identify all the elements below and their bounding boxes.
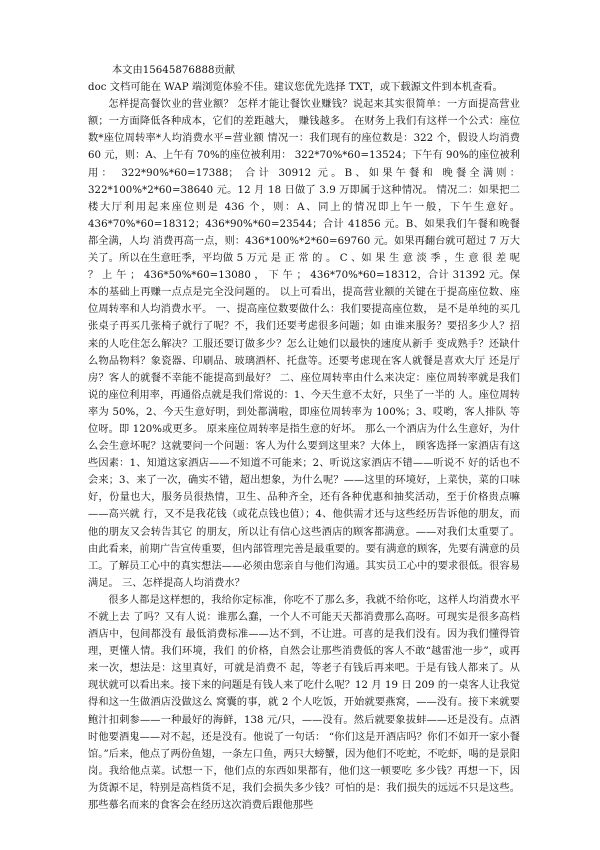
source-line: 本文由15645876888贡献 — [112, 65, 236, 76]
paragraph: 很多人都是这样想的，我给你定标准，你吃不了那么多，我就不给你吃，这样人均消费水平不就上去 了吗？又有人说：谁那么蠢，一个人不可能天天都消费那么高呀。可现实是很多高档酒店中，包间都没有 最低消费标准——达不到，不让进。可喜的是我们没有。因为我们懂得管理，更懂人情。我们环境，我们 的价格，自然会让那些消费低的客人不敢“越雷池一步”，或再来一次，想法是：这里真好，可就是消费不 起，等老子有钱后再来吧。于是有钱人都来了。从现状就可以看出来。接下来的问题是有钱人来了吃什么呢？12 月 19 日 209 的一桌客人让我觉得和这一生做酒店没做这么 窝囊的事，就 2 个人吃饭，开始就要燕窝，——没有。接下来就要鲍汁扣刺参——一种最好的海鲜，138 元/只，——没有。然后就要象拔蚌——还是没有。点酒时他要酒鬼——对不起，还是没有。他说了一句话： “你们这是开酒店吗？你们不如开一家小餐馆。”后来，他点了两份鱼翅，一条左口鱼，两只大螃蟹，因为他们不吃蛇，不吃虾，喝的是景阳岗。我给他点菜。试想一下，他们点的东西如果都有，他们这一顿要吃 多少钱？再想一下，因为货源不足，特别是高档货不足，我们会损失多少钱？可怕的是：我们损失的远远不只是这些。那些慕名而来的食客会在经历这次消费后跟他那些 — [88, 594, 520, 812]
document-body — [88, 62, 520, 814]
paragraph: 怎样提高餐饮业的营业额？ 怎样才能让餐饮业赚钱？说起来其实很简单：一方面提高营业额；一方面降低各种成本，它们的差距越大， 赚钱越多。 在财务上我们有这样一个公式：座位数*座位周转率*人均消费水平=营业额 情况一：我们现有的座位数是：322 个，假设人均消费 60 元，则：A、上午有 70%的座位被利用： 322*70%*60=13524；下午有 90%的座位被利用： 322*90%*60=17388； 合计 30912 元。B、如果午餐和 晚餐全满则：322*100%*2*60=38640 元。12 月 18 日做了 3.9 万即属于这种情况。 情况二：如果把二楼大厅利用起来座位则是 436 个，则：A、同上的情况即上午一般，下午生意好。436*70%*60=18312；436*90%*60=23544；合计 41856 元。B、如果我们午餐和晚餐都全满，人均 消费再高一点，则：436*100%*2*60=69760 元。如果再翻台就可超过 7 万大关了。所以在生意旺季，平均做 5 万元 是 正 常 的 。 C 、如 果 生 意 淡 季 ，生 意 很 差 呢 ？ 上 午 ； 436*50%*60=13080 ， 下 午 ； 436*70%*60=18312，合计 31392 元。保本的基础上再赚一点点是完全没问题的。 以上可看出，提高营业额的关键在于提高座位数、座位周转率和人均消费水平。 一、提高座位数要做什么：我们要提高座位数， 是不是单纯的买几张桌子再买几张椅子就行了呢？不，我们还要考虑很多问题；如 由谁来服务？要招多少人？招来的人吃住怎么解决？工服还要订做多少？怎么让她们以最快的速度从新手 变成熟手？还缺什么物品物料？象瓷器、印刷品、玻璃酒杯、托盘等。还要考虑现在客人就餐是喜欢大厅 还是厅房？客人的就餐不幸能不能提高到最好？ 二、座位周转率由什么来决定：座位周转率就是我们说的座位利用率，再通俗点就是我们常说的：1、今天生意不太好，只坐了一半的 人。座位周转率为 50%，2、今天生意好明，到处都满啦，即座位周转率为 100%；3、哎哟，客人排队 等位呀。即 120%或更多。 原来座位周转率是指生意的好坏。 那么一个酒店为什么生意好，为什么会生意坏呢？这就要问一个问题：客人为什么要到这里来？大体上， 顾客选择一家酒店有这些因素：1、知道这家酒店——不知道不可能来；2、听说这家酒店不错——听说不 好的话也不会来；3、来了一次，确实不错，超出想象，为什么呢？——这里的环境好，上菜快，菜的口味 好，份量也大，服务员很热情，卫生、品种齐全，还有各种优惠和抽奖活动，至于价格贵点嘛——高兴就 行，又不是我花钱（或花点钱也值）；4、他供需才还与这些经历告诉他的朋友，而他的朋友又会转告其它 的朋友，所以让有信心这些酒店的顾客都满意。——对我们太重要了。由此看来，前期广告宣传重要，但内部管理完善是最重要的。要有满意的顾客，先要有满意的员工。了解员工心中的真实想法——必须由您亲自与他们沟通。其实员工心中的要求很低。很容易满足。 三、怎样提高人均消费水？ — [88, 99, 520, 589]
format-notice: doc 文档可能在 WAP 端浏览体验不佳。建议您优先选择 TXT，或下载源文件到本机查看。 — [88, 82, 503, 94]
